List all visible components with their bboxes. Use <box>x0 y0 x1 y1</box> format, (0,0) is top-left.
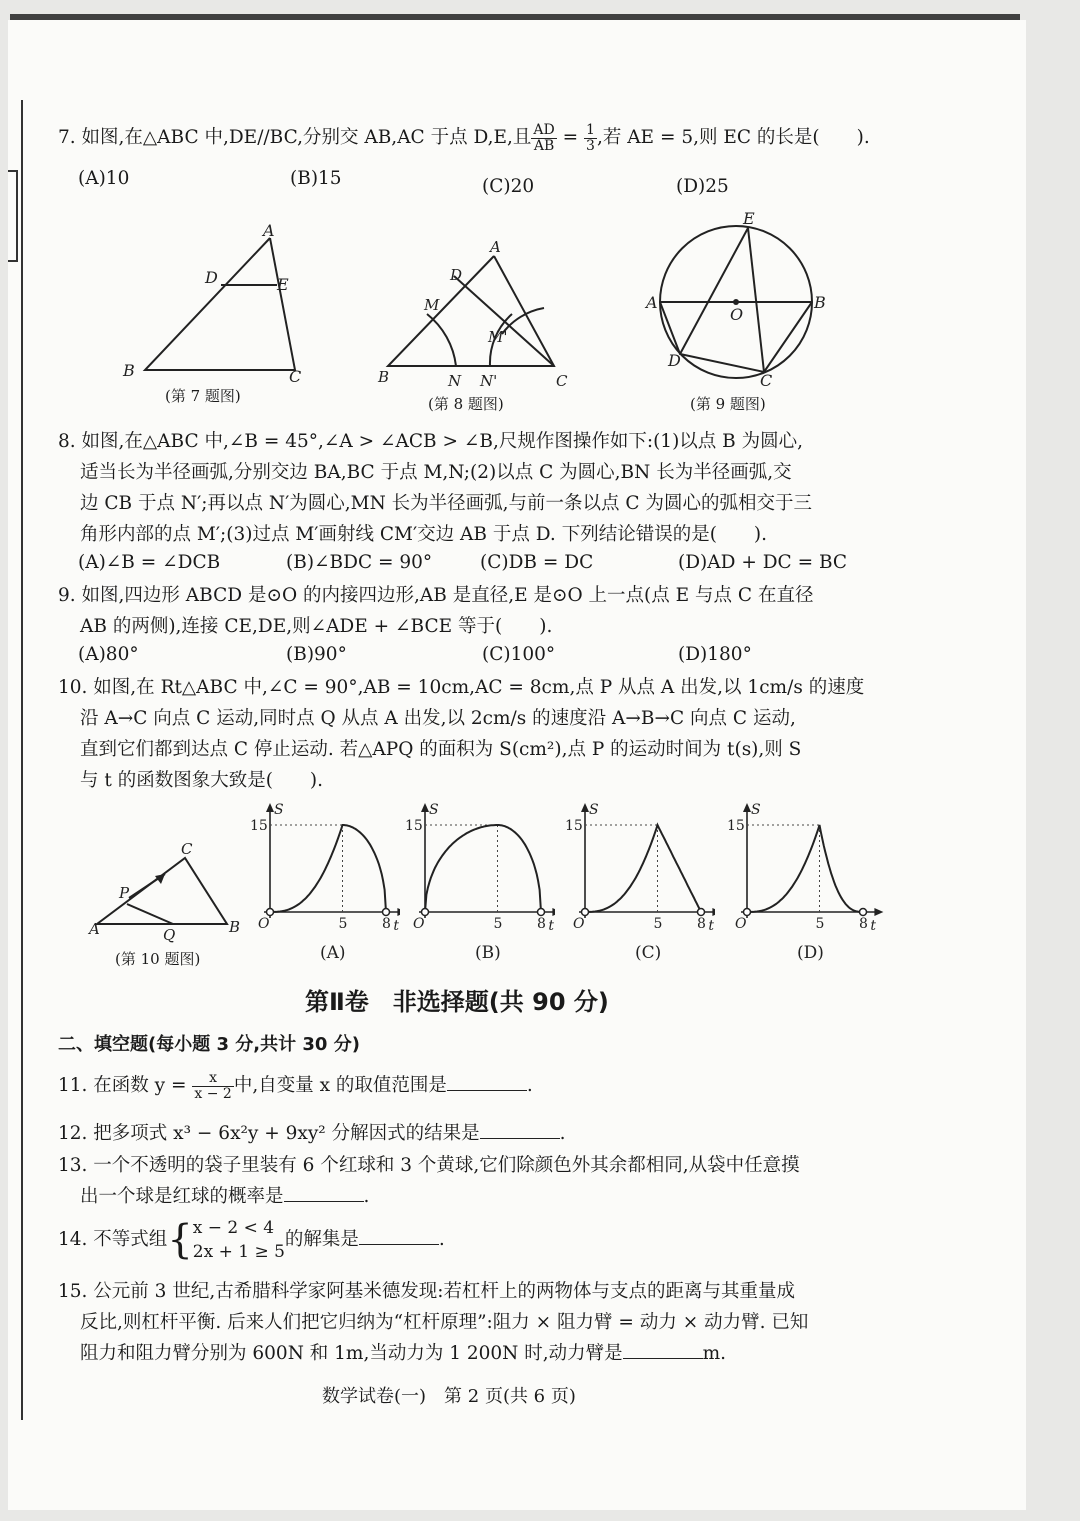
fig10-label-q: Q <box>163 926 176 944</box>
question-9 <box>58 580 898 642</box>
fig9-label-d: D <box>668 351 681 370</box>
margin-rule <box>21 100 23 1420</box>
axis-label-s: S <box>589 802 599 818</box>
origin-dot <box>267 909 274 916</box>
option-c: (C)20 <box>482 176 535 197</box>
graph-a <box>250 800 400 970</box>
caption-fig8: (第 8 题图) <box>428 395 504 413</box>
endpoint-dot <box>538 909 545 916</box>
fig7-label-d: D <box>205 268 218 287</box>
figure-7 <box>115 220 315 385</box>
figure-8 <box>372 236 587 391</box>
endpoint-dot <box>698 909 705 916</box>
curve <box>747 825 863 912</box>
fig7-label-c: C <box>289 367 302 385</box>
curve <box>270 825 386 912</box>
figure-10 <box>85 840 250 945</box>
part-two-title: 第Ⅱ卷 非选择题(共 90 分) <box>305 988 609 1016</box>
axis-label-t: t <box>548 918 555 934</box>
answer-blank[interactable] <box>447 1072 527 1091</box>
option-c: (C)100° <box>482 644 556 665</box>
axis-label-t: t <box>870 918 877 934</box>
origin-label: O <box>573 916 585 932</box>
tick-15: 15 <box>405 818 423 834</box>
question-12: 12. 把多项式 x³ − 6x²y + 9xy² 分解因式的结果是 . <box>58 1118 898 1149</box>
fig10-label-a: A <box>89 920 100 938</box>
tick-5: 5 <box>653 916 663 932</box>
graph-option-label: (A) <box>320 943 346 963</box>
question-7: 7. 如图,在△ABC 中,DE//BC,分别交 AB,AC 于点 D,E,且 $\frac{AD}{AB}$ = $\frac{1}{3}$ ,若 AE = 5,则 EC 的长是( ). <box>58 121 870 154</box>
question-8 <box>58 426 898 550</box>
question-14: 14. 不等式组{ x − 2 < 4 2x + 1 ≥ 5 的解集是 . <box>58 1217 445 1263</box>
graph-option-label: (B) <box>475 943 501 963</box>
fill-blank-section-heading: 二、填空题(每小题 3 分,共计 30 分) <box>58 1034 360 1055</box>
fig8-label-m-prime: M' <box>488 328 508 346</box>
q7-stem-end: ,若 AE = 5,则 EC 的长是( ). <box>596 127 870 148</box>
q7-stem: 7. 如图,在△ABC 中,DE//BC,分别交 AB,AC 于点 D,E,且 <box>58 127 532 148</box>
origin-dot <box>582 909 589 916</box>
q9-line: AB 的两侧),连接 CE,DE,则∠ADE + ∠BCE 等于( ). <box>80 616 553 637</box>
graph-b <box>405 800 555 970</box>
answer-blank[interactable] <box>623 1340 703 1359</box>
fraction-ad-ab: $\frac{AD}{AB}$ <box>533 121 555 154</box>
origin-dot <box>422 909 429 916</box>
axis-label-t: t <box>393 918 400 934</box>
q8-line: 角形内部的点 M′;(3)过点 M′画射线 CM′交边 AB 于点 D. 下列结论错误的是( ). <box>80 524 768 545</box>
answer-blank[interactable] <box>284 1183 364 1202</box>
axis-label-s: S <box>429 802 439 818</box>
brace-symbol: { <box>167 1217 193 1263</box>
figure-9 <box>640 208 840 388</box>
q10-line: 10. 如图,在 Rt△ABC 中,∠C = 90°,AB = 10cm,AC = 8cm,点 P 从点 A 出发,以 1cm/s 的速度 <box>58 677 865 698</box>
option-c: (C)DB = DC <box>480 552 594 573</box>
option-a: (A)∠B = ∠DCB <box>78 552 221 573</box>
curve <box>585 825 701 912</box>
page-footer: 数学试卷(一) 第 2 页(共 6 页) <box>322 1386 576 1407</box>
graph-option-label: (D) <box>797 943 824 963</box>
endpoint-dot <box>860 909 867 916</box>
question-15: 15. 公元前 3 世纪,古希腊科学家阿基米德发现:若杠杆上的两物体与支点的距离与其重量成 反比,则杠杆平衡. 后来人们把它归纳为“杠杆原理”:阻力 × 阻力臂 = 动力 × 动力臂. 已知 阻力和阻力臂分别为 600N 和 1m,当动力为 1 200N 时,动力臂是 m. <box>58 1281 809 1364</box>
fig7-label-a: A <box>263 221 275 240</box>
axis-label-t: t <box>708 918 715 934</box>
fig7-label-b: B <box>123 361 135 380</box>
option-a: (A)80° <box>78 644 139 665</box>
fig8-label-a: A <box>490 238 501 256</box>
tick-8: 8 <box>697 916 706 932</box>
fig9-label-c: C <box>760 371 773 388</box>
s-axis-arrow <box>743 803 751 812</box>
tick-5: 5 <box>493 916 503 932</box>
fig8-label-m: M <box>424 296 440 314</box>
fig9-label-b: B <box>814 293 826 312</box>
s-axis-arrow <box>266 803 274 812</box>
option-b: (B)90° <box>286 644 347 665</box>
fig7-label-e: E <box>277 275 289 294</box>
fig8-label-d: D <box>450 266 463 284</box>
question-10 <box>58 672 898 796</box>
t-axis-arrow <box>397 908 400 916</box>
graph-d <box>727 800 887 970</box>
axis-label-s: S <box>274 802 284 818</box>
origin-dot <box>744 909 751 916</box>
q8-line: 适当长为半径画弧,分别交边 BA,BC 于点 M,N;(2)以点 C 为圆心,BN 长为半径画弧,交 <box>80 462 792 483</box>
s-axis-arrow <box>421 803 429 812</box>
q10-line: 与 t 的函数图象大致是( ). <box>80 770 324 791</box>
option-b: (B)15 <box>290 168 342 189</box>
q9-line: 9. 如图,四边形 ABCD 是⊙O 的内接四边形,AB 是直径,E 是⊙O 上一点(点 E 与点 C 在直径 <box>58 585 814 606</box>
tick-5: 5 <box>338 916 348 932</box>
tick-15: 15 <box>565 818 583 834</box>
fig10-label-p: P <box>119 884 130 902</box>
t-axis-arrow <box>874 908 883 916</box>
fig8-label-b: B <box>378 368 390 386</box>
axis-label-s: S <box>751 802 761 818</box>
curve <box>425 825 541 912</box>
fraction-x-over-x-minus-2: $\frac{x}{x - 2}$ <box>194 1069 232 1102</box>
answer-blank[interactable] <box>359 1226 439 1245</box>
fig9-label-a: A <box>646 293 658 312</box>
option-d: (D)25 <box>676 176 729 197</box>
question-11: 11. 在函数 y = $\frac{x}{x - 2}$ 中,自变量 x 的取值范围是 . <box>58 1069 533 1102</box>
q8-line: 边 CB 于点 N′;再以点 N′为圆心,MN 长为半径画弧,与前一条以点 C 为圆心的弧相交于三 <box>80 493 812 514</box>
caption-fig9: (第 9 题图) <box>690 395 766 413</box>
graph-option-label: (C) <box>635 943 662 963</box>
s-axis-arrow <box>581 803 589 812</box>
caption-fig7: (第 7 题图) <box>165 387 241 405</box>
caption-fig10: (第 10 题图) <box>115 950 201 968</box>
tick-8: 8 <box>382 916 391 932</box>
answer-blank[interactable] <box>480 1120 560 1139</box>
t-axis-arrow <box>712 908 715 916</box>
question-13: 13. 一个不透明的袋子里装有 6 个红球和 3 个黄球,它们除颜色外其余都相同,从袋中任意摸 出一个球是红球的概率是 . <box>58 1155 800 1207</box>
option-a: (A)10 <box>78 168 130 189</box>
fig9-label-e: E <box>743 209 755 228</box>
fig8-label-c: C <box>556 372 568 390</box>
q10-line: 沿 A→C 向点 C 运动,同时点 Q 从点 A 出发,以 2cm/s 的速度沿 A→B→C 向点 C 运动, <box>80 708 796 729</box>
t-axis-arrow <box>552 908 555 916</box>
fig10-label-c: C <box>181 840 193 858</box>
endpoint-dot <box>383 909 390 916</box>
origin-label: O <box>258 916 270 932</box>
fraction-one-third: $\frac{1}{3}$ <box>586 121 595 154</box>
tick-15: 15 <box>727 818 745 834</box>
fig8-label-n: N <box>448 372 462 390</box>
q10-line: 直到它们都到达点 C 停止运动. 若△APQ 的面积为 S(cm²),点 P 的运动时间为 t(s),则 S <box>80 739 802 760</box>
fig8-label-n-prime: N' <box>480 372 498 390</box>
option-d: (D)AD + DC = BC <box>678 552 848 573</box>
tick-8: 8 <box>537 916 546 932</box>
origin-label: O <box>413 916 425 932</box>
tick-5: 5 <box>815 916 825 932</box>
fig9-label-o: O <box>730 305 744 324</box>
binding-mark <box>8 170 18 262</box>
tick-15: 15 <box>250 818 268 834</box>
option-b: (B)∠BDC = 90° <box>286 552 433 573</box>
origin-label: O <box>735 916 747 932</box>
tick-8: 8 <box>859 916 868 932</box>
inequality-system: x − 2 < 4 2x + 1 ≥ 5 <box>192 1218 285 1262</box>
q8-line: 8. 如图,在△ABC 中,∠B = 45°,∠A > ∠ACB > ∠B,尺规作图操作如下:(1)以点 B 为圆心, <box>58 431 804 452</box>
fig10-label-b: B <box>229 918 241 936</box>
option-d: (D)180° <box>678 644 752 665</box>
graph-c <box>565 800 715 970</box>
